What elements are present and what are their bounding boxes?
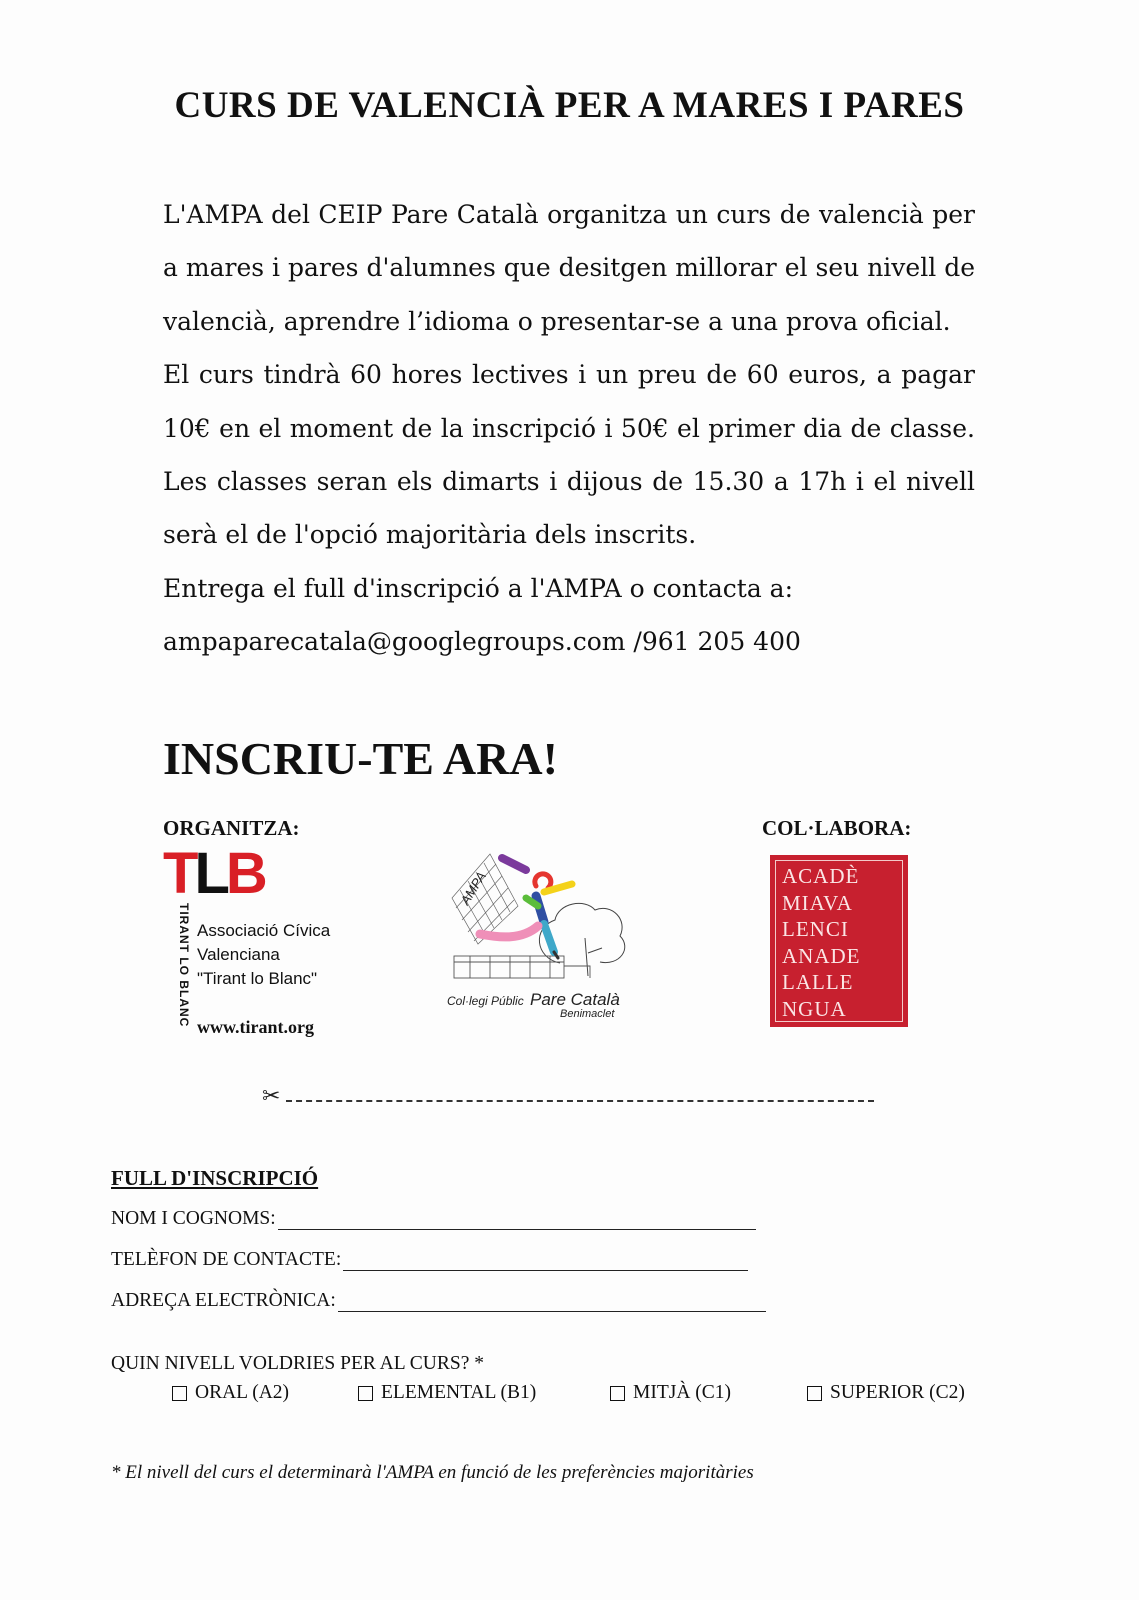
- email-field[interactable]: [111, 1290, 766, 1312]
- checkbox-icon[interactable]: [358, 1386, 373, 1401]
- checkbox-icon[interactable]: [610, 1386, 625, 1401]
- ampa-illustration-icon: [440, 848, 640, 993]
- cut-line: [262, 1084, 874, 1110]
- email-label: ADREÇA ELECTRÒNICA:: [111, 1290, 336, 1311]
- avl-line: NGUA: [782, 996, 847, 1021]
- email-blank[interactable]: [338, 1293, 766, 1312]
- ampa-school-name: Pare Català: [530, 990, 620, 1009]
- delivery-instructions: Entrega el full d'inscripció a l'AMPA o contacta a:: [163, 573, 794, 603]
- phone-blank[interactable]: [343, 1252, 748, 1271]
- ampa-town: Benimaclet: [560, 1008, 615, 1020]
- intro-text: [163, 188, 975, 669]
- dashed-divider: [286, 1100, 874, 1102]
- level-option-c1[interactable]: MITJÀ (C1): [610, 1382, 731, 1404]
- ampa-school-prefix: Col·legi Públic: [447, 994, 524, 1008]
- avl-line: ACADÈ: [782, 864, 860, 888]
- level-question: QUIN NIVELL VOLDRIES PER AL CURS? *: [111, 1353, 485, 1374]
- tlb-association-name: Associació Cívica Valenciana "Tirant lo Blanc": [197, 921, 331, 988]
- checkbox-icon[interactable]: [807, 1386, 822, 1401]
- level-option-a2[interactable]: ORAL (A2): [172, 1382, 289, 1404]
- name-label: NOM I COGNOMS:: [111, 1208, 276, 1229]
- level-option-b1[interactable]: ELEMENTAL (B1): [358, 1382, 536, 1404]
- course-details-paragraph: El curs tindrà 60 hores lectives i un preu de 60 euros, a pagar 10€ en el moment de la inscripció i 50€ el primer dia de classe. Les classes seran els dimarts i dijous de 15.30 a 17h i el nivell serà el de l'opció majoritària dels inscrits.: [163, 360, 975, 550]
- form-title: FULL D'INSCRIPCIÓ: [111, 1166, 319, 1190]
- tlb-vertical-name: TIRANT LO BLANC: [177, 903, 191, 1028]
- phone-field[interactable]: [111, 1249, 748, 1271]
- avl-line: LENCI: [782, 917, 849, 941]
- contact-info[interactable]: ampaparecatala@googlegroups.com /961 205 400: [163, 627, 801, 657]
- intro-paragraph: L'AMPA del CEIP Pare Català organitza un curs de valencià per a mares i pares d'alumnes que desitgen millorar el seu nivell de valencià, aprendre l’idioma o presentar-se a una prova oficial.: [163, 200, 975, 336]
- avl-line: LALLE: [782, 970, 854, 994]
- scissors-icon: ✂: [262, 1084, 281, 1109]
- call-to-action: INSCRIU-TE ARA!: [163, 733, 558, 784]
- tlb-logo: [163, 841, 363, 1045]
- tlb-website[interactable]: www.tirant.org: [197, 1017, 314, 1037]
- name-field[interactable]: [111, 1208, 756, 1230]
- name-blank[interactable]: [278, 1211, 756, 1230]
- collaborator-label: COL·LABORA:: [762, 816, 912, 840]
- tlb-mark: TLB: [163, 841, 264, 906]
- ampa-logo: [440, 848, 640, 1018]
- footnote: * El nivell del curs el determinarà l'AMPA en funció de les preferències majoritàries: [111, 1462, 754, 1483]
- level-option-c2[interactable]: SUPERIOR (C2): [807, 1382, 965, 1404]
- avl-logo: [770, 855, 908, 1027]
- page-title: CURS DE VALENCIÀ PER A MARES I PARES: [174, 85, 965, 126]
- organizer-label: ORGANITZA:: [163, 816, 300, 840]
- avl-line: ANADE: [782, 943, 861, 968]
- checkbox-icon[interactable]: [172, 1386, 187, 1401]
- phone-label: TELÈFON DE CONTACTE:: [111, 1249, 342, 1270]
- avl-line: MIAVA: [782, 890, 853, 915]
- ampa-net-text: AMPA: [457, 869, 490, 908]
